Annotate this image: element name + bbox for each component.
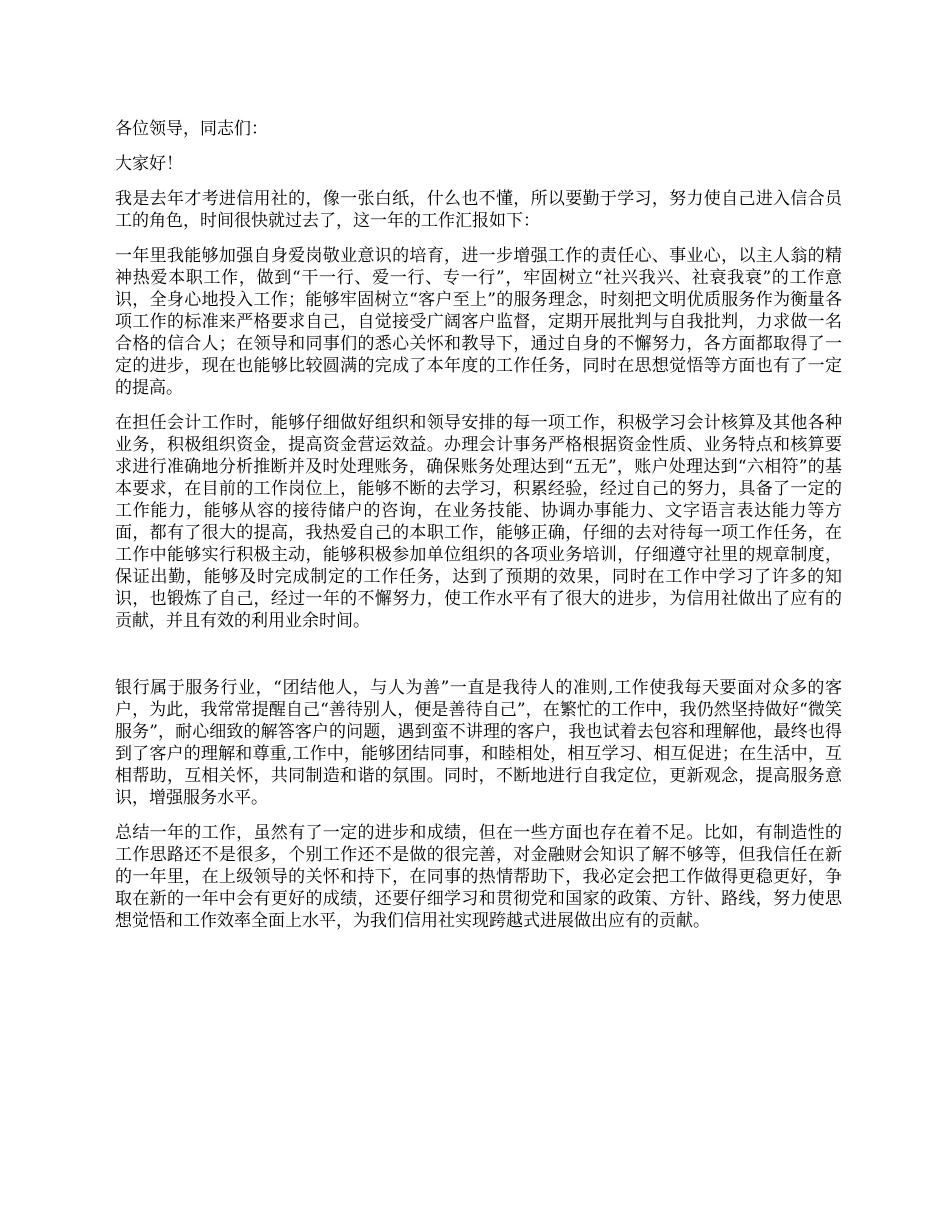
document-body: [115, 118, 842, 945]
greeting: 大家好！: [115, 154, 183, 174]
paragraph-summary: 总结一年的工作，虽然有了一定的进步和成绩，但在一些方面也存在着不足。比如，有制造性的工作思路还不是很多，个别工作还不是做的很完善，对金融财会知识了解不够等，但我信任在新的一年里，在上级领导的关怀和持下，在同事的热情帮助下，我必定会把工作做得更稳更好，争取在新的一年中会有更好的成绩，还要仔细学习和贯彻党和国家的政策、方针、路线，努力使思想觉悟和工作效率全面上水平，为我们信用社实现跨越式进展做出应有的贡献。: [115, 823, 842, 931]
paragraph-accounting: 在担任会计工作时，能够仔细做好组织和领导安排的每一项工作，积极学习会计核算及其他各种业务，积极组织资金，提高资金营运效益。办理会计事务严格根据资金性质、业务特点和核算要求进行准确地分析推断并及时处理账务，确保账务处理达到“五无”，账户处理达到“六相符”的基本要求，在目前的工作岗位上，能够不断的去学习，积累经验，经过自己的努力，具备了一定的工作能力，能够从容的接待储户的咨询，在业务技能、协调办事能力、文字语言表达能力等方面，都有了很大的提高，我热爱自己的本职工作，能够正确，仔细的去对待每一项工作任务，在工作中能够实行积极主动，能够积极参加单位组织的各项业务培训，仔细遵守社里的规章制度，保证出勤，能够及时完成制定的工作任务，达到了预期的效果，同时在工作中学习了许多的知识，也锻炼了自己，经过一年的不懈努力，使工作水平有了很大的进步，为信用社做出了应有的贡献，并且有效的利用业余时间。: [115, 413, 842, 631]
salutation: 各位领导，同志们：: [115, 119, 268, 139]
paragraph-attitude: 一年里我能够加强自身爱岗敬业意识的培育，进一步增强工作的责任心、事业心，以主人翁的精神热爱本职工作，做到“干一行、爱一行、专一行”，牢固树立“社兴我兴、社衰我衰”的工作意识，全身心地投入工作；能够牢固树立“客户至上”的服务理念，时刻把文明优质服务作为衡量各项工作的标准来严格要求自己，自觉接受广阔客户监督，定期开展批判与自我批判，力求做一名合格的信合人；在领导和同事们的悉心关怀和教导下，通过自身的不懈努力，各方面都取得了一定的进步，现在也能够比较圆满的完成了本年度的工作任务，同时在思想觉悟等方面也有了一定的提高。: [115, 246, 842, 398]
paragraph-intro: 我是去年才考进信用社的，像一张白纸，什么也不懂，所以要勤于学习，努力使自己进入信合员工的角色，时间很快就过去了，这一年的工作汇报如下：: [115, 189, 842, 231]
paragraph-service: 银行属于服务行业，“团结他人，与人为善”一直是我待人的准则,工作使我每天要面对众多的客户，为此，我常常提醒自己“善待别人，便是善待自己”，在繁忙的工作中，我仍然坚持做好“微笑服务”，耐心细致的解答客户的问题，遇到蛮不讲理的客户，我也试着去包容和理解他，最终也得到了客户的理解和尊重,工作中，能够团结同事，和睦相处，相互学习、相互促进；在生活中，互相帮助，互相关怀，共同制造和谐的氛围。同时，不断地进行自我定位，更新观念，提高服务意识，增强服务水平。: [115, 678, 842, 808]
